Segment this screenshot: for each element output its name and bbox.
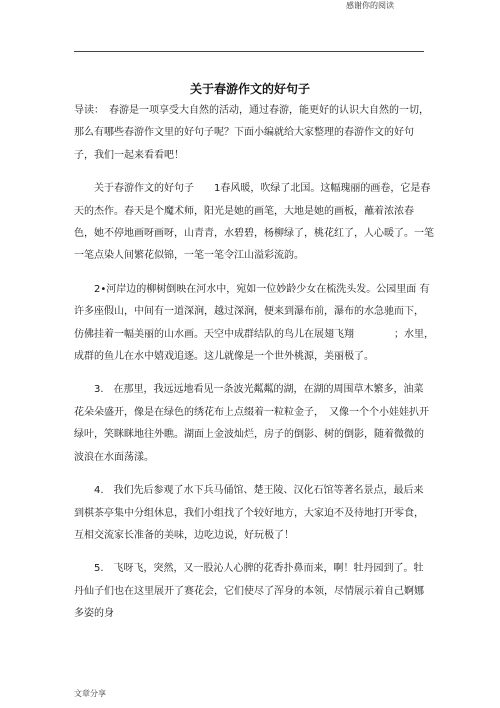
paragraph-1: 关于春游作文的好句子 1春风暖，吹绿了北国。这幅瑰丽的画卷，它是春天的杰作。春天是个魔术师，阳光是她的画笔，大地是她的画板，蘸着浓浓春 色，她不停地画呀画呀，山青青，水碧碧，杨柳绿了，桃花红了，人心暖了。一笔一笔点染人间繁花似锦，一笔一笔令江山溢彩流韵。 [74,183,434,262]
intro-label: 导读： [74,105,99,116]
article-title: 关于春游作文的好句子 [189,82,310,96]
intro-text: 春游是一项享受大自然的活动，通过春游，能更好的认识大自然的一切，那么有哪些春游作文里的好句子呢？下面小编就给大家整理的春游作文的好句 子，我们一起来看看吧！ [74,105,429,161]
paragraph-4: 4. 我们先后参观了水下兵马俑馆、楚王陵、汉化石馆等著名景点，最后来 到棋茶亭集中分组休息，我们小组找了个较好地方，大家迫不及待地打开零食， 互相交流家长准备的美味，边吃边说，好玩极了！ [74,485,429,541]
article-body [74,100,439,626]
header-note: 感谢你的阅读 [346,1,394,10]
paragraph-5: 5. 飞呀飞，突然，又一股沁人心脾的花香扑鼻而来，啊！牡丹园到了。牡 丹仙子们也在这里展开了赛花会，它们使尽了浑身的本领，尽情展示着自己婀娜 多姿的身 [74,563,424,620]
paragraph-3: 3. 在那里，我远远地看见一条波光粼粼的湖，在湖的周围草木繁多，油菜 花朵朵盛开，像是在绿色的绣花布上点缀着一粒粒金子， 又像一个个小娃娃扒开 绿叶，笑眯眯地往外瞧。湖面上金波灿烂，房子的倒影、树的倒影，随着微微的 波浪在水面荡漾。 [74,384,439,463]
paragraph-2: 2•河岸边的柳树倒映在河水中，宛如一位妙龄少女在梳洗头发。公园里面 有许多座假山，中间有一道深涧，越过深涧，便来到瀑布前，瀑布的水急驰而下， 仿佛挂着一幅美丽的山水画。天空中成群结队的鸟儿在展翅飞翔 ；水里，成群的鱼儿在水中嬉戏追逐。这儿就像是一个世外桃源，美丽极了。 [74,283,434,363]
header-divider [74,51,424,52]
intro-paragraph [74,100,434,167]
footer-note: 文章分享 [74,689,106,698]
